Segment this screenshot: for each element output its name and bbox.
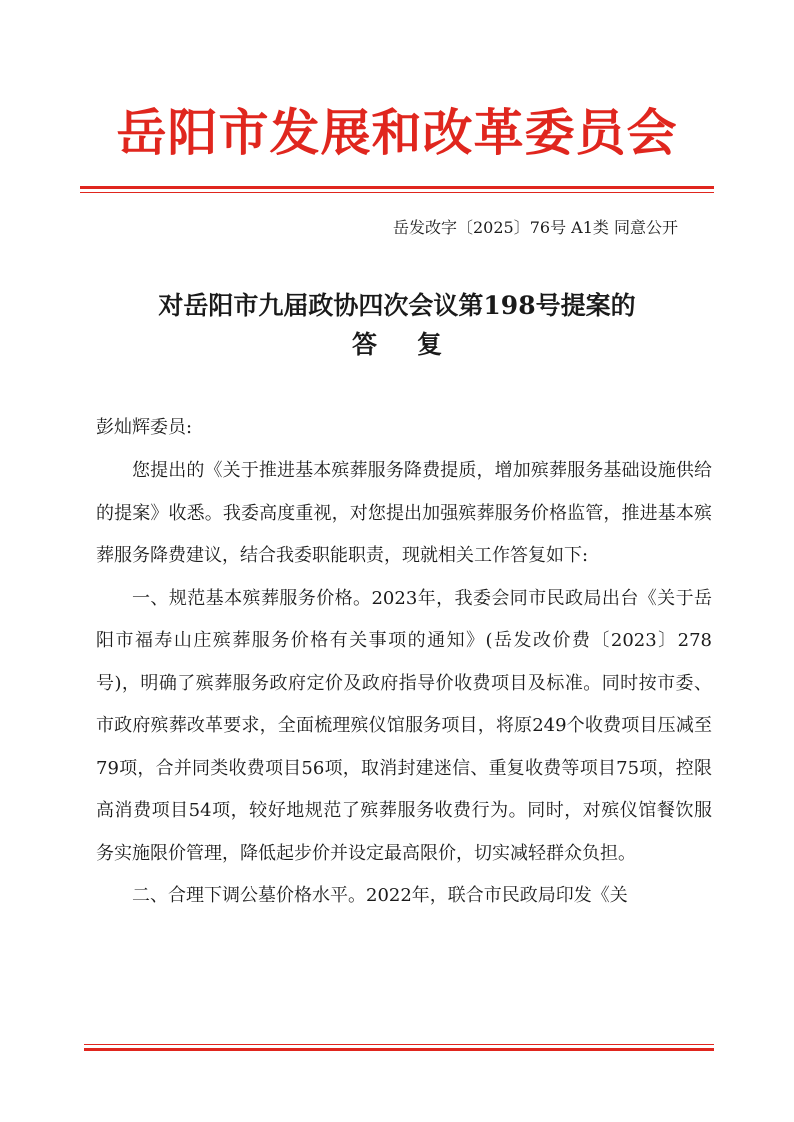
paragraph-section-1: 一、规范基本殡葬服务价格。2023年，我委会同市民政局出台《关于岳阳市福寿山庄殡葬服务价格有关事项的通知》(岳发改价费〔2023〕278号)，明确了殡葬服务政府定价及政府指导价收费项目及标准。同时按市委、市政府殡葬改革要求，全面梳理殡仪馆服务项目，将原249个收费项目压减至79项，合并同类收费项目56项，取消封建迷信、重复收费等项目75项，控限高消费项目54项，较好地规范了殡葬服务收费行为。同时，对殡仪馆餐饮服务实施限价管理，降低起步价并设定最高限价，切实减轻群众负担。 — [96, 587, 712, 864]
body-text — [96, 450, 712, 918]
header-divider-thick — [80, 186, 714, 189]
footer-divider-thick — [84, 1048, 714, 1051]
header-divider-thin — [80, 192, 714, 193]
document-title-line2: 答复 — [351, 330, 482, 359]
paragraph-intro: 您提出的《关于推进基本殡葬服务降费提质，增加殡葬服务基础设施供给的提案》收悉。我委高度重视，对您提出加强殡葬服务价格监管，推进基本殡葬服务降费建议，结合我委职能职责，现就相关工作答复如下: — [96, 460, 712, 566]
paragraph-section-2: 二、合理下调公墓价格水平。2022年，联合市民政局印发《关 — [132, 885, 628, 906]
document-title-line1: 对岳阳市九届政协四次会议第198号提案的 — [158, 291, 636, 320]
organization-header: 岳阳市发展和改革委员会 — [116, 103, 678, 162]
salutation: 彭灿辉委员: — [96, 417, 193, 438]
footer-divider-thin — [84, 1044, 714, 1045]
document-number: 岳发改字〔2025〕76号 A1类 同意公开 — [393, 218, 678, 237]
